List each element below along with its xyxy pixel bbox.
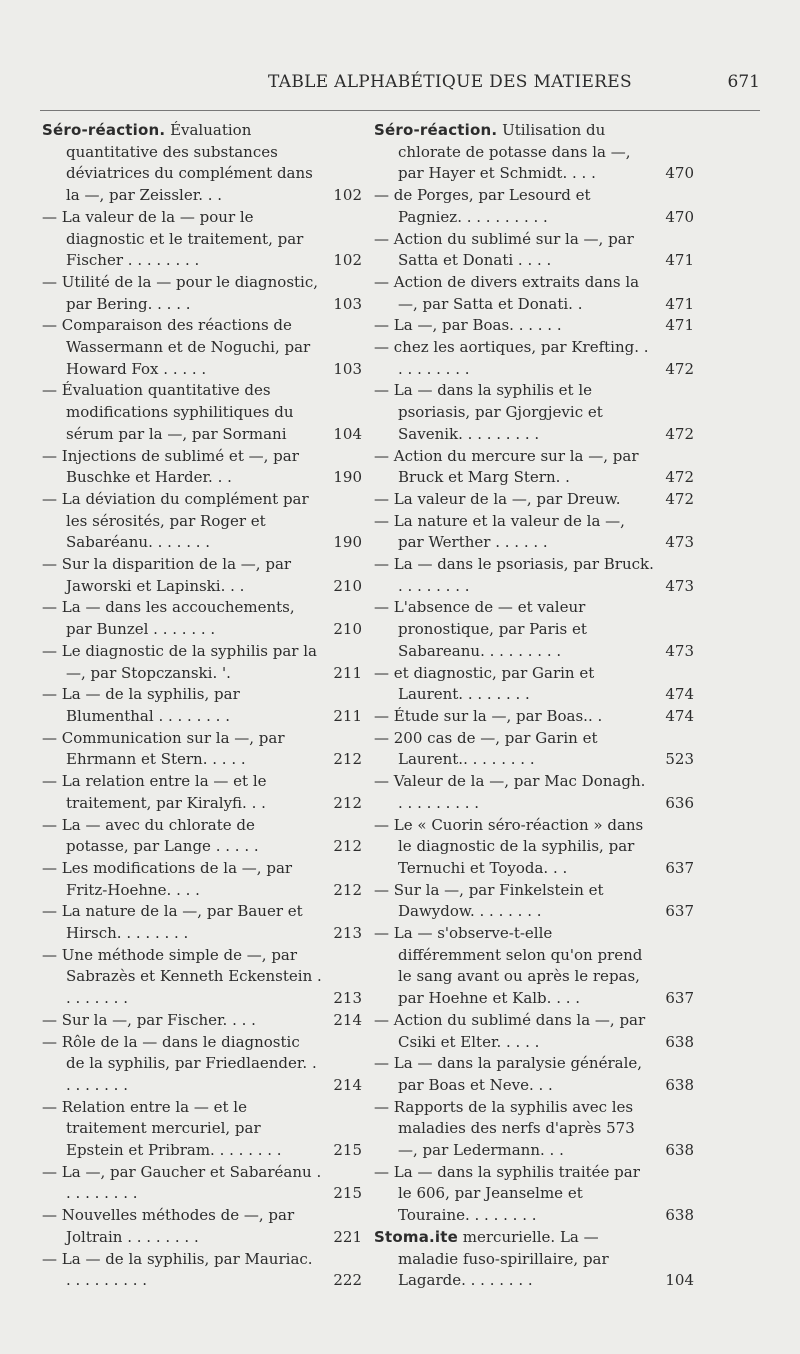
index-entry xyxy=(374,923,694,1010)
index-entry xyxy=(42,315,362,380)
entry-page-number: 473 xyxy=(665,533,694,552)
entry-text: — Nouvelles méthodes de —, par Joltrain . . . . . . . . xyxy=(42,1206,295,1246)
entry-text: — La valeur de la —, par Dreuw. xyxy=(374,489,621,508)
entry-page-number: 210 xyxy=(333,620,362,639)
index-entry xyxy=(42,641,362,684)
entry-page-number: 210 xyxy=(333,576,362,595)
entry-text: — Action du sublimé sur la —, par Satta et Donati . . . . xyxy=(374,229,634,270)
entry-text: — Valeur de la —, par Mac Donagh. . . . . . . . . . xyxy=(374,772,646,812)
index-entry xyxy=(374,728,694,771)
index-entry xyxy=(42,815,362,858)
entry-heading: Séro-réaction. xyxy=(42,121,166,139)
entry-page-number: 471 xyxy=(665,294,694,313)
index-entry xyxy=(42,1162,362,1205)
index-entry xyxy=(42,120,362,207)
index-entry xyxy=(42,1205,362,1248)
header-rule xyxy=(40,110,760,111)
index-entry xyxy=(374,663,694,706)
entry-page-number: 470 xyxy=(665,207,694,226)
index-entry xyxy=(42,380,362,445)
entry-page-number: 104 xyxy=(665,1271,694,1290)
entry-page-number: 473 xyxy=(665,576,694,595)
entry-text: — et diagnostic, par Garin et Laurent. . . . . . . . xyxy=(374,663,595,704)
entry-heading: Stoma.ite xyxy=(374,1227,459,1246)
entry-text: — Comparaison des réactions de Wassermann et de Noguchi, par Howard Fox . . . . . xyxy=(42,316,311,378)
index-entry xyxy=(374,511,694,554)
index-entry xyxy=(42,728,362,771)
left-index-column xyxy=(42,120,362,1292)
index-entry xyxy=(42,684,362,727)
page-header xyxy=(40,72,760,100)
index-entry xyxy=(374,120,694,185)
index-entry xyxy=(374,315,694,337)
entry-text: — Utilité de la — pour le diagnostic, par Bering. . . . . xyxy=(42,272,319,313)
entry-text: — La —, par Boas. . . . . . xyxy=(374,316,562,335)
entry-text: — chez les aortiques, par Krefting. . . . . . . . . . xyxy=(374,338,649,378)
entry-text: — La — de la syphilis, par Mauriac. . . . . . . . . . xyxy=(42,1249,313,1290)
index-entry xyxy=(42,858,362,901)
index-entry xyxy=(374,1010,694,1053)
entry-page-number: 211 xyxy=(333,706,362,725)
entry-page-number: 213 xyxy=(333,989,362,1008)
entry-text: — La valeur de la — pour le diagnostic et le traitement, par Fischer . . . . . . . . xyxy=(42,207,304,270)
entry-page-number: 637 xyxy=(665,902,694,921)
index-entry xyxy=(42,771,362,814)
index-entry xyxy=(374,597,694,662)
index-entry xyxy=(42,207,362,272)
entry-page-number: 214 xyxy=(333,1075,362,1094)
entry-text: — de Porges, par Lesourd et Pagniez. . . . . . . . . . xyxy=(374,186,591,226)
entry-page-number: 103 xyxy=(333,359,362,378)
entry-page-number: 211 xyxy=(333,663,362,682)
index-entry xyxy=(42,1032,362,1097)
entry-page-number: 215 xyxy=(333,1141,362,1160)
entry-text: — La —, par Gaucher et Sabaréanu . . . . . . . . . xyxy=(42,1162,322,1203)
entry-text: — Sur la disparition de la —, par Jaworski et Lapinski. . . xyxy=(42,555,292,595)
entry-text: — La — de la syphilis, par Blumenthal . . . . . . . . xyxy=(42,685,240,725)
entry-page-number: 222 xyxy=(333,1271,362,1290)
index-entry xyxy=(42,597,362,640)
entry-text: — Injections de sublimé et —, par Buschke et Harder. . . xyxy=(42,446,299,487)
index-entry xyxy=(42,1249,362,1292)
index-entry xyxy=(42,1010,362,1032)
entry-page-number: 215 xyxy=(333,1184,362,1203)
entry-page-number: 102 xyxy=(333,251,362,270)
index-entry xyxy=(374,1053,694,1096)
index-entry xyxy=(374,771,694,814)
entry-text: — Le « Cuorin séro-réaction » dans le diagnostic de la syphilis, par Ternuchi et Toyoda. . . xyxy=(374,815,644,877)
entry-page-number: 472 xyxy=(665,424,694,443)
entry-text: — Étude sur la —, par Boas.. . xyxy=(374,706,603,725)
entry-page-number: 637 xyxy=(665,989,694,1008)
entry-page-number: 638 xyxy=(665,1032,694,1051)
entry-text: — Communication sur la —, par Ehrmann et Stern. . . . . xyxy=(42,728,285,769)
entry-text: — La relation entre la — et le traitement, par Kiralyfi. . . xyxy=(42,772,267,812)
right-index-column xyxy=(374,120,694,1292)
entry-page-number: 638 xyxy=(665,1075,694,1094)
running-title: TABLE ALPHABÉTIQUE DES MATIERES xyxy=(268,72,632,92)
entry-text: — La déviation du complément par les sérosités, par Roger et Sabaréanu. . . . . . . xyxy=(42,489,309,552)
index-entry xyxy=(374,1162,694,1227)
index-entry xyxy=(42,1097,362,1162)
entry-page-number: 474 xyxy=(665,685,694,704)
entry-text: mercurielle. La — maladie fuso-spirillaire, par Lagarde. . . . . . . . xyxy=(398,1227,609,1290)
entry-page-number: 190 xyxy=(333,468,362,487)
entry-page-number: 212 xyxy=(333,750,362,769)
index-entry xyxy=(42,489,362,554)
entry-page-number: 472 xyxy=(665,489,694,508)
index-entry xyxy=(374,337,694,380)
entry-page-number: 473 xyxy=(665,641,694,660)
entry-text: — Relation entre la — et le traitement mercuriel, par Epstein et Pribram. . . . . . . . xyxy=(42,1097,282,1160)
entry-text: — Évaluation quantitative des modifications syphilitiques du sérum par la —, par Sormani xyxy=(42,381,294,443)
entry-text: — 200 cas de —, par Garin et Laurent.. . . . . . . . xyxy=(374,728,598,769)
index-entry xyxy=(374,706,694,728)
entry-text: — La — dans le psoriasis, par Bruck. . . . . . . . . xyxy=(374,555,654,595)
index-entry xyxy=(42,554,362,597)
index-entry xyxy=(374,272,694,315)
entry-page-number: 212 xyxy=(333,837,362,856)
entry-page-number: 471 xyxy=(665,251,694,270)
index-entry xyxy=(374,446,694,489)
entry-page-number: 221 xyxy=(333,1227,362,1246)
entry-page-number: 523 xyxy=(665,750,694,769)
entry-page-number: 638 xyxy=(665,1206,694,1225)
entry-page-number: 474 xyxy=(665,706,694,725)
entry-text: — Les modifications de la —, par Fritz-Hoehne. . . . xyxy=(42,858,293,899)
entry-text: — La — dans la syphilis traitée par le 606, par Jeanselme et Touraine. . . . . . . . xyxy=(374,1162,640,1225)
entry-page-number: 212 xyxy=(333,793,362,812)
entry-page-number: 213 xyxy=(333,924,362,943)
entry-text: — Sur la —, par Fischer. . . . xyxy=(42,1010,256,1029)
index-entry xyxy=(374,1097,694,1162)
entry-text: — La — avec du chlorate de potasse, par Lange . . . . . xyxy=(42,815,259,856)
index-entry xyxy=(374,554,694,597)
index-entry xyxy=(374,185,694,228)
index-entry xyxy=(42,945,362,1010)
entry-text: — La nature de la —, par Bauer et Hirsch. . . . . . . . xyxy=(42,902,303,943)
entry-page-number: 470 xyxy=(665,164,694,183)
entry-text: — La — s'observe-t-elle différemment selon qu'on prend le sang avant ou après le repas, par Hoehne et Kalb. . . . xyxy=(374,924,643,1008)
entry-text: — Action du sublimé dans la —, par Csiki et Elter. . . . . xyxy=(374,1010,646,1051)
entry-text: — Le diagnostic de la syphilis par la —, par Stopczanski. '. xyxy=(42,641,317,682)
entry-text: — La — dans la syphilis et le psoriasis, par Gjorgjevic et Savenik. . . . . . . . . xyxy=(374,381,603,443)
index-entry xyxy=(374,1227,694,1292)
entry-page-number: 214 xyxy=(333,1010,362,1029)
index-entry xyxy=(374,880,694,923)
index-entry xyxy=(42,446,362,489)
entry-page-number: 102 xyxy=(333,186,362,205)
entry-page-number: 472 xyxy=(665,359,694,378)
entry-text: — Rapports de la syphilis avec les maladies des nerfs d'après 573 —, par Ledermann. . . xyxy=(374,1097,635,1160)
entry-page-number: 637 xyxy=(665,858,694,877)
index-entry xyxy=(374,229,694,272)
index-entry xyxy=(374,489,694,511)
index-entry xyxy=(42,901,362,944)
entry-page-number: 190 xyxy=(333,533,362,552)
entry-page-number: 638 xyxy=(665,1141,694,1160)
entry-page-number: 471 xyxy=(665,316,694,335)
entry-page-number: 636 xyxy=(665,793,694,812)
entry-page-number: 212 xyxy=(333,880,362,899)
entry-text: — La nature et la valeur de la —, par Werther . . . . . . xyxy=(374,511,625,552)
entry-text: Utilisation du chlorate de potasse dans la —, par Hayer et Schmidt. . . . xyxy=(398,121,631,183)
index-entry xyxy=(374,380,694,445)
index-entry xyxy=(374,815,694,880)
entry-text: — La — dans la paralysie générale, par Boas et Neve. . . xyxy=(374,1054,643,1094)
entry-text: — La — dans les accouchements, par Bunzel . . . . . . . xyxy=(42,598,295,639)
entry-text: — Une méthode simple de —, par Sabrazès et Kenneth Eckenstein . . . . . . . . xyxy=(42,945,322,1008)
entry-page-number: 104 xyxy=(333,424,362,443)
index-entry xyxy=(42,272,362,315)
entry-text: — Action du mercure sur la —, par Bruck et Marg Stern. . xyxy=(374,446,639,487)
entry-page-number: 103 xyxy=(333,294,362,313)
entry-page-number: 472 xyxy=(665,468,694,487)
entry-text: — L'absence de — et valeur pronostique, par Paris et Sabareanu. . . . . . . . . xyxy=(374,598,587,660)
entry-text: — Action de divers extraits dans la —, par Satta et Donati. . xyxy=(374,272,640,313)
entry-text: — Sur la —, par Finkelstein et Dawydow. . . . . . . . xyxy=(374,880,604,921)
entry-text: — Rôle de la — dans le diagnostic de la syphilis, par Friedlaender. . . . . . . . . xyxy=(42,1032,317,1094)
page-number: 671 xyxy=(727,72,760,92)
entry-heading: Séro-réaction. xyxy=(374,121,498,139)
entry-text: Évaluation quantitative des substances déviatrices du complément dans la —, par Zeissler. . . xyxy=(66,121,313,205)
